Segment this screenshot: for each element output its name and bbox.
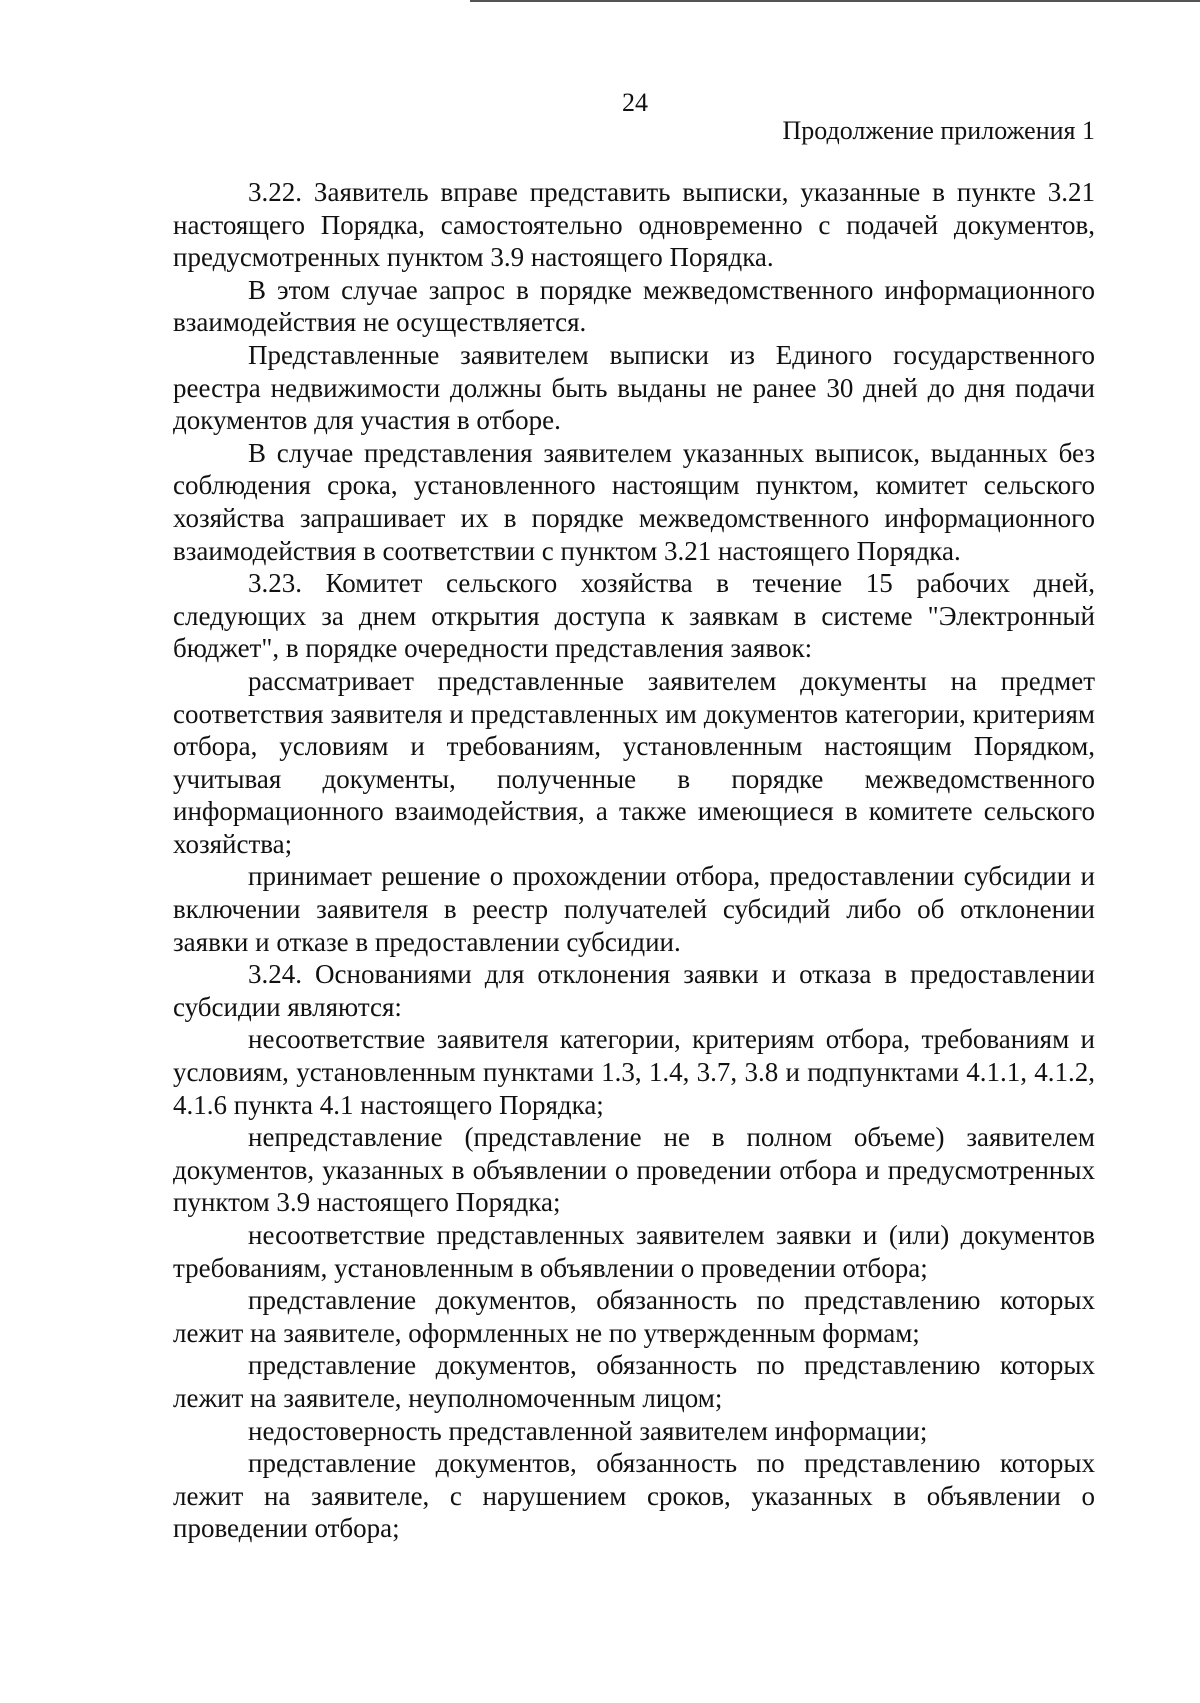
top-scan-rule — [470, 0, 1200, 2]
document-body — [173, 176, 1095, 1545]
paragraph: Представленные заявителем выписки из Единого государственного реестра недвижимости должны быть выданы не ранее 30 дней до дня подачи документов для участия в отборе. — [173, 339, 1095, 436]
page-number: 24 — [622, 88, 648, 117]
paragraph-3-24: 3.24. Основаниями для отклонения заявки и отказа в предоставлении субсидии являются: — [173, 959, 1095, 1022]
list-item: несоответствие представленных заявителем заявки и (или) документов требованиям, установленным в объявлении о проведении отбора; — [173, 1220, 1095, 1283]
list-item: непредставление (представление не в полном объеме) заявителем документов, указанных в объявлении о проведении отбора и предусмотренных пунктом 3.9 настоящего Порядка; — [173, 1122, 1095, 1218]
list-item: представление документов, обязанность по представлению которых лежит на заявителе, с нарушением сроков, указанных в объявлении о проведении отбора; — [173, 1448, 1095, 1544]
paragraph-3-22: 3.22. Заявитель вправе представить выписки, указанные в пункте 3.21 настоящего Порядка, самостоятельно одновременно с подачей документов, предусмотренных пунктом 3.9 настоящего Порядка. — [173, 177, 1095, 273]
list-item: представление документов, обязанность по представлению которых лежит на заявителе, оформленных не по утвержденным формам; — [173, 1285, 1095, 1348]
paragraph: рассматривает представленные заявителем документы на предмет соответствия заявителя и представленных им документов категории, критериям отбора, условиям и требованиям, установленным настоящим Порядком, учитывая документы, полученные в порядке межведомственного информационного взаимодействия, а также имеющиеся в комитете сельского хозяйства; — [173, 665, 1095, 859]
running-head: Продолжение приложения 1 — [782, 116, 1095, 145]
paragraph-3-23: 3.23. Комитет сельского хозяйства в течение 15 рабочих дней, следующих за днем открытия доступа к заявкам в системе "Электронный бюджет", в порядке очередности представления заявок: — [173, 568, 1095, 664]
paragraph: В этом случае запрос в порядке межведомственного информационного взаимодействия не осуществляется. — [173, 274, 1095, 338]
paragraph: В случае представления заявителем указанных выписок, выданных без соблюдения срока, установленного настоящим пунктом, комитет сельского хозяйства запрашивает их в порядке межведомственного информационного взаимодействия в соответствии с пунктом 3.21 настоящего Порядка. — [173, 437, 1095, 566]
list-item: представление документов, обязанность по представлению которых лежит на заявителе, неуполномоченным лицом; — [173, 1350, 1095, 1413]
paragraph: принимает решение о прохождении отбора, предоставлении субсидии и включении заявителя в реестр получателей субсидий либо об отклонении заявки и отказе в предоставлении субсидии. — [173, 861, 1095, 957]
list-item: несоответствие заявителя категории, критериям отбора, требованиям и условиям, установленным пунктами 1.3, 1.4, 3.7, 3.8 и подпунктами 4.1.1, 4.1.2, 4.1.6 пункта 4.1 настоящего Порядка; — [173, 1024, 1095, 1120]
list-item: недостоверность представленной заявителем информации; — [248, 1415, 928, 1446]
